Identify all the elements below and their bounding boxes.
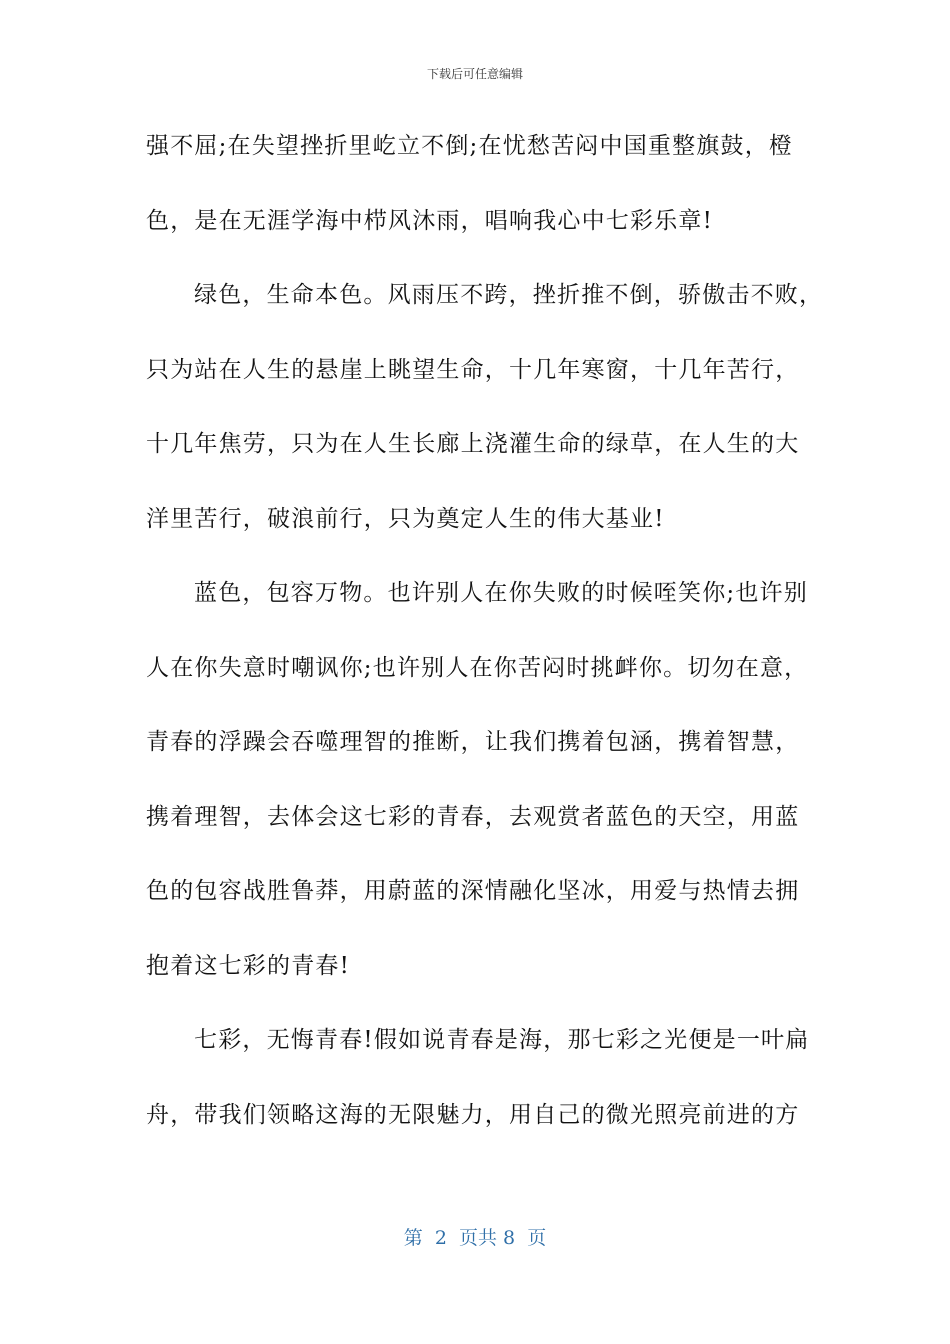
page-header: 下载后可任意编辑 (426, 67, 523, 81)
text-line: 绿色，生命本色。风雨压不跨，挫折推不倒，骄傲击不败， (194, 282, 824, 308)
text-line: 人在你失意时嘲讽你;也许别人在你苦闷时挑衅你。切勿在意， (146, 654, 809, 681)
text-line: 只为站在人生的悬崖上眺望生命，十几年寒窗，十几年苦行， (146, 356, 800, 383)
document-body (146, 124, 824, 1167)
text-line: 洋里苦行，破浪前行，只为奠定人生的伟大基业! (146, 505, 665, 532)
text-line: 抱着这七彩的青春! (146, 952, 351, 979)
text-line: 舟，带我们领略这海的无限魅力，用自己的微光照亮前进的方 (146, 1101, 800, 1128)
text-line: 携着理智，去体会这七彩的青春，去观赏者蓝色的天空，用蓝 (146, 803, 800, 830)
text-line: 青春的浮躁会吞噬理智的推断，让我们携着包涵，携着智慧， (146, 729, 800, 755)
text-line: 色的包容战胜鲁莽，用蔚蓝的深情融化坚冰，用爱与热情去拥 (146, 878, 800, 904)
text-line: 蓝色，包容万物。也许别人在你失败的时候咥笑你;也许别 (194, 580, 808, 606)
text-line: 七彩，无悔青春!假如说青春是海，那七彩之光便是一叶扁 (194, 1027, 810, 1053)
text-line: 十几年焦劳，只为在人生长廊上浇灌生命的绿草，在人生的大 (146, 431, 800, 457)
text-line: 色，是在无涯学海中栉风沐雨，唱响我心中七彩乐章! (146, 207, 714, 234)
page-number-footer: 第 2 页共 8 页 (403, 1227, 547, 1249)
text-line: 强不屈;在失望挫折里屹立不倒;在忧愁苦闷中国重整旗鼓，橙 (146, 133, 794, 159)
